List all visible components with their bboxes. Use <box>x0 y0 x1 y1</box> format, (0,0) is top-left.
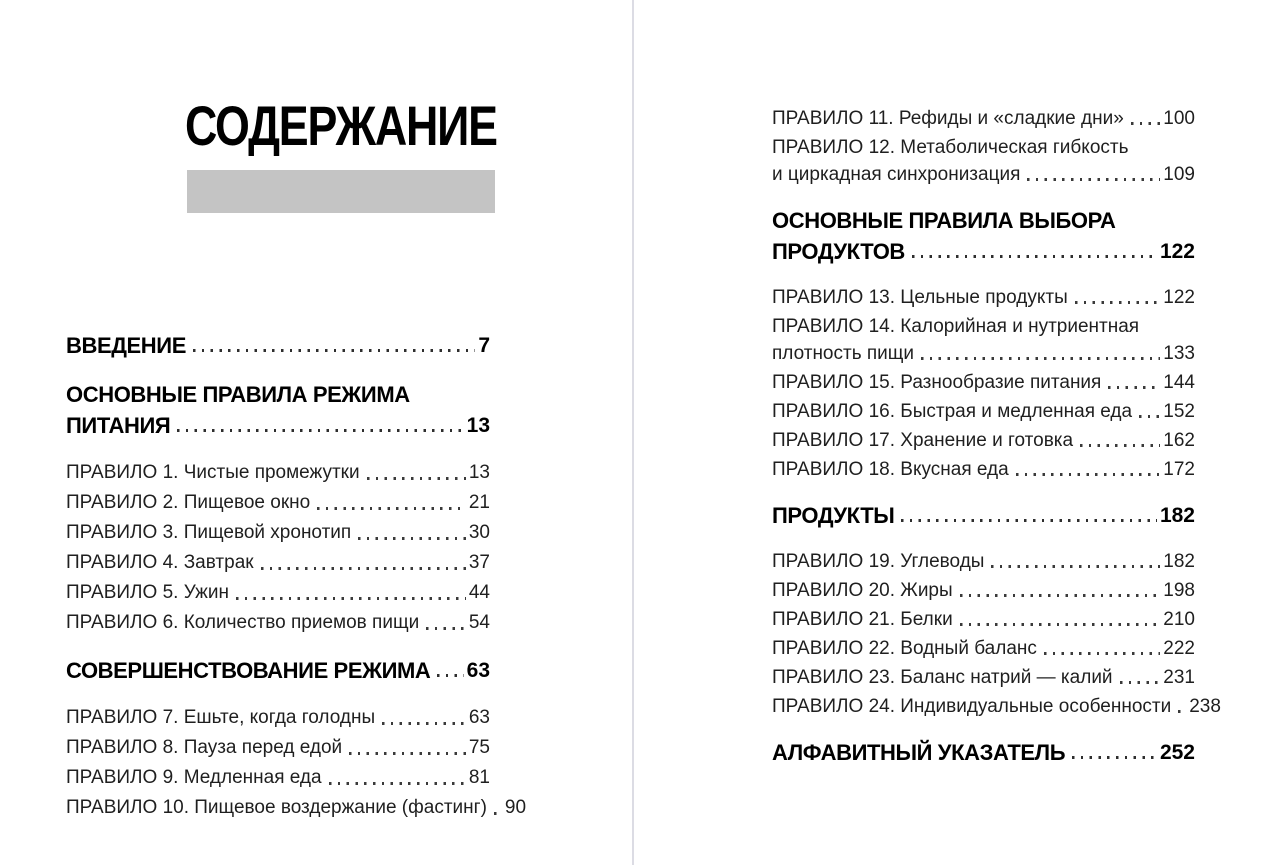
dot-leader <box>1016 473 1161 476</box>
dot-leader <box>1080 444 1160 447</box>
toc-page-number: 198 <box>1163 580 1195 601</box>
toc-page-number: 63 <box>468 707 490 728</box>
toc-page-number: 222 <box>1163 638 1195 659</box>
toc-entry-label: ПРАВИЛО 7. Ешьте, когда голодны <box>66 707 376 728</box>
toc-entry-label: ПРАВИЛО 22. Водный баланс <box>772 638 1037 659</box>
toc-entry-label: ПРАВИЛО 9. Медленная еда <box>66 767 322 788</box>
toc-entry-label: ПРОДУКТОВ <box>772 239 905 264</box>
dot-leader <box>494 812 502 815</box>
toc-page-number: 21 <box>468 492 490 513</box>
toc-entry-label: ПРАВИЛО 12. Метаболическая гибкость <box>772 137 1129 158</box>
toc-entry <box>772 663 1195 692</box>
toc-entry <box>772 283 1195 312</box>
toc-entry-label: ПРАВИЛО 18. Вкусная еда <box>772 459 1009 480</box>
toc-entry-label: ПИТАНИЯ <box>66 413 171 438</box>
toc-page-number: 182 <box>1163 551 1195 572</box>
toc-entry-label: ПРАВИЛО 19. Углеводы <box>772 551 985 572</box>
dot-leader <box>912 255 1157 258</box>
toc-entry <box>66 793 527 823</box>
toc-entry <box>66 458 490 488</box>
toc-entry-label: ПРАВИЛО 17. Хранение и готовка <box>772 430 1074 451</box>
dot-leader <box>991 565 1160 568</box>
toc-page-number: 13 <box>466 414 490 437</box>
dot-leader <box>261 567 466 570</box>
toc-entry <box>772 634 1195 663</box>
toc-entry-label: ПРАВИЛО 3. Пищевой хронотип <box>66 522 352 543</box>
toc-entry-label: ОСНОВНЫЕ ПРАВИЛА ВЫБОРА <box>772 208 1116 233</box>
dot-leader <box>1027 178 1160 181</box>
toc-page-number: 63 <box>466 659 490 682</box>
toc-entry <box>772 133 1195 162</box>
toc-entry <box>66 518 490 548</box>
dot-leader <box>317 507 466 510</box>
toc-entry-label: ПРАВИЛО 21. Белки <box>772 609 953 630</box>
toc-entry-label: СОВЕРШЕНСТВОВАНИЕ РЕЖИМА <box>66 658 431 683</box>
toc-entry-label: ПРАВИЛО 2. Пищевое окно <box>66 492 311 513</box>
toc-page-number: 152 <box>1163 401 1195 422</box>
toc-page-number: 7 <box>478 334 490 357</box>
dot-leader <box>358 537 466 540</box>
toc-left-column <box>66 330 527 823</box>
toc-entry-label: ПРАВИЛО 23. Баланс натрий — калий <box>772 667 1113 688</box>
toc-page-number: 162 <box>1163 430 1195 451</box>
dot-leader <box>426 627 466 630</box>
dot-leader <box>901 519 1157 522</box>
toc-page-number: 252 <box>1159 741 1195 764</box>
toc-entry <box>66 655 490 686</box>
toc-entry-label: ВВЕДЕНИЕ <box>66 333 186 358</box>
toc-entry-label: ПРАВИЛО 16. Быстрая и медленная еда <box>772 401 1133 422</box>
dot-leader <box>367 477 466 480</box>
toc-entry-label: и циркадная синхронизация <box>772 164 1021 185</box>
toc-entry-label: ПРАВИЛО 10. Пищевое воздержание (фастинг) <box>66 797 487 818</box>
dot-leader <box>960 623 1161 626</box>
toc-entry <box>772 104 1195 133</box>
toc-page-number: 90 <box>504 797 527 818</box>
toc-entry-label: ПРАВИЛО 13. Цельные продукты <box>772 287 1068 308</box>
toc-page-number: 30 <box>468 522 490 543</box>
page-gutter-divider <box>632 0 634 865</box>
toc-entry <box>772 312 1195 341</box>
toc-page-number: 44 <box>468 582 490 603</box>
toc-entry <box>772 397 1195 426</box>
toc-entry <box>66 488 490 518</box>
toc-entry <box>66 763 490 793</box>
toc-page-number: 210 <box>1163 609 1195 630</box>
toc-page-number: 122 <box>1163 287 1195 308</box>
dot-leader <box>1120 681 1161 684</box>
toc-entry-continuation <box>772 236 1195 267</box>
dot-leader <box>1131 122 1161 125</box>
toc-entry <box>772 455 1195 484</box>
toc-page-number: 100 <box>1163 108 1195 129</box>
toc-entry <box>772 576 1195 605</box>
toc-entry-label: ПРАВИЛО 24. Индивидуальные особенности <box>772 696 1172 717</box>
toc-entry <box>772 547 1195 576</box>
toc-page-number: 122 <box>1159 240 1195 263</box>
dot-leader <box>1139 415 1160 418</box>
toc-entry-label: ПРАВИЛО 8. Пауза перед едой <box>66 737 343 758</box>
toc-page-number: 144 <box>1163 372 1195 393</box>
dot-leader <box>349 752 466 755</box>
dot-leader <box>437 674 463 677</box>
toc-page-number: 109 <box>1163 164 1195 185</box>
toc-page-number: 182 <box>1159 504 1195 527</box>
toc-entry <box>66 733 490 763</box>
toc-entry <box>66 578 490 608</box>
toc-page-number: 238 <box>1189 696 1221 717</box>
toc-entry <box>66 608 490 638</box>
toc-entry <box>772 426 1195 455</box>
dot-leader <box>960 594 1161 597</box>
toc-entry-label: ПРАВИЛО 14. Калорийная и нутриентная <box>772 316 1140 337</box>
toc-entry-label: ПРАВИЛО 1. Чистые промежутки <box>66 462 360 483</box>
toc-page-number: 75 <box>468 737 490 758</box>
toc-page-number: 13 <box>468 462 490 483</box>
toc-entry-continuation <box>66 410 490 441</box>
toc-entry-label: ПРАВИЛО 4. Завтрак <box>66 552 254 573</box>
toc-right-column <box>772 104 1221 768</box>
dot-leader <box>1072 756 1157 759</box>
toc-entry <box>66 548 490 578</box>
toc-entry <box>772 205 1195 236</box>
toc-entry-label: ПРОДУКТЫ <box>772 503 895 528</box>
toc-page-number: 37 <box>468 552 490 573</box>
toc-entry-label: ПРАВИЛО 5. Ужин <box>66 582 229 603</box>
toc-page-number: 54 <box>468 612 490 633</box>
toc-page-number: 231 <box>1163 667 1195 688</box>
toc-entry-label: ПРАВИЛО 6. Количество приемов пищи <box>66 612 420 633</box>
toc-entry <box>772 692 1221 721</box>
dot-leader <box>921 357 1160 360</box>
title-underline-bar <box>187 170 495 213</box>
toc-entry <box>772 605 1195 634</box>
toc-entry <box>66 703 490 733</box>
toc-entry-label: ОСНОВНЫЕ ПРАВИЛА РЕЖИМА <box>66 382 410 407</box>
dot-leader <box>1044 652 1160 655</box>
dot-leader <box>1178 710 1186 713</box>
toc-entry-label: ПРАВИЛО 15. Разнообразие питания <box>772 372 1102 393</box>
toc-entry-label: ПРАВИЛО 11. Рефиды и «сладкие дни» <box>772 108 1124 129</box>
toc-entry-label: плотность пищи <box>772 343 915 364</box>
toc-page-number: 172 <box>1163 459 1195 480</box>
dot-leader <box>1108 386 1160 389</box>
toc-entry-label: ПРАВИЛО 20. Жиры <box>772 580 953 601</box>
toc-entry-label: АЛФАВИТНЫЙ УКАЗАТЕЛЬ <box>772 740 1066 765</box>
toc-entry <box>66 330 490 361</box>
toc-entry-continuation <box>772 160 1195 189</box>
toc-entry <box>772 500 1195 531</box>
toc-entry <box>772 737 1195 768</box>
toc-entry <box>66 379 490 410</box>
dot-leader <box>329 782 466 785</box>
toc-entry-continuation <box>772 339 1195 368</box>
toc-page-number: 81 <box>468 767 490 788</box>
dot-leader <box>236 597 466 600</box>
dot-leader <box>1075 301 1161 304</box>
toc-page-number: 133 <box>1163 343 1195 364</box>
toc-entry <box>772 368 1195 397</box>
dot-leader <box>193 349 475 352</box>
page-title: СОДЕРЖАНИЕ <box>185 94 497 157</box>
dot-leader <box>382 722 466 725</box>
dot-leader <box>177 429 463 432</box>
